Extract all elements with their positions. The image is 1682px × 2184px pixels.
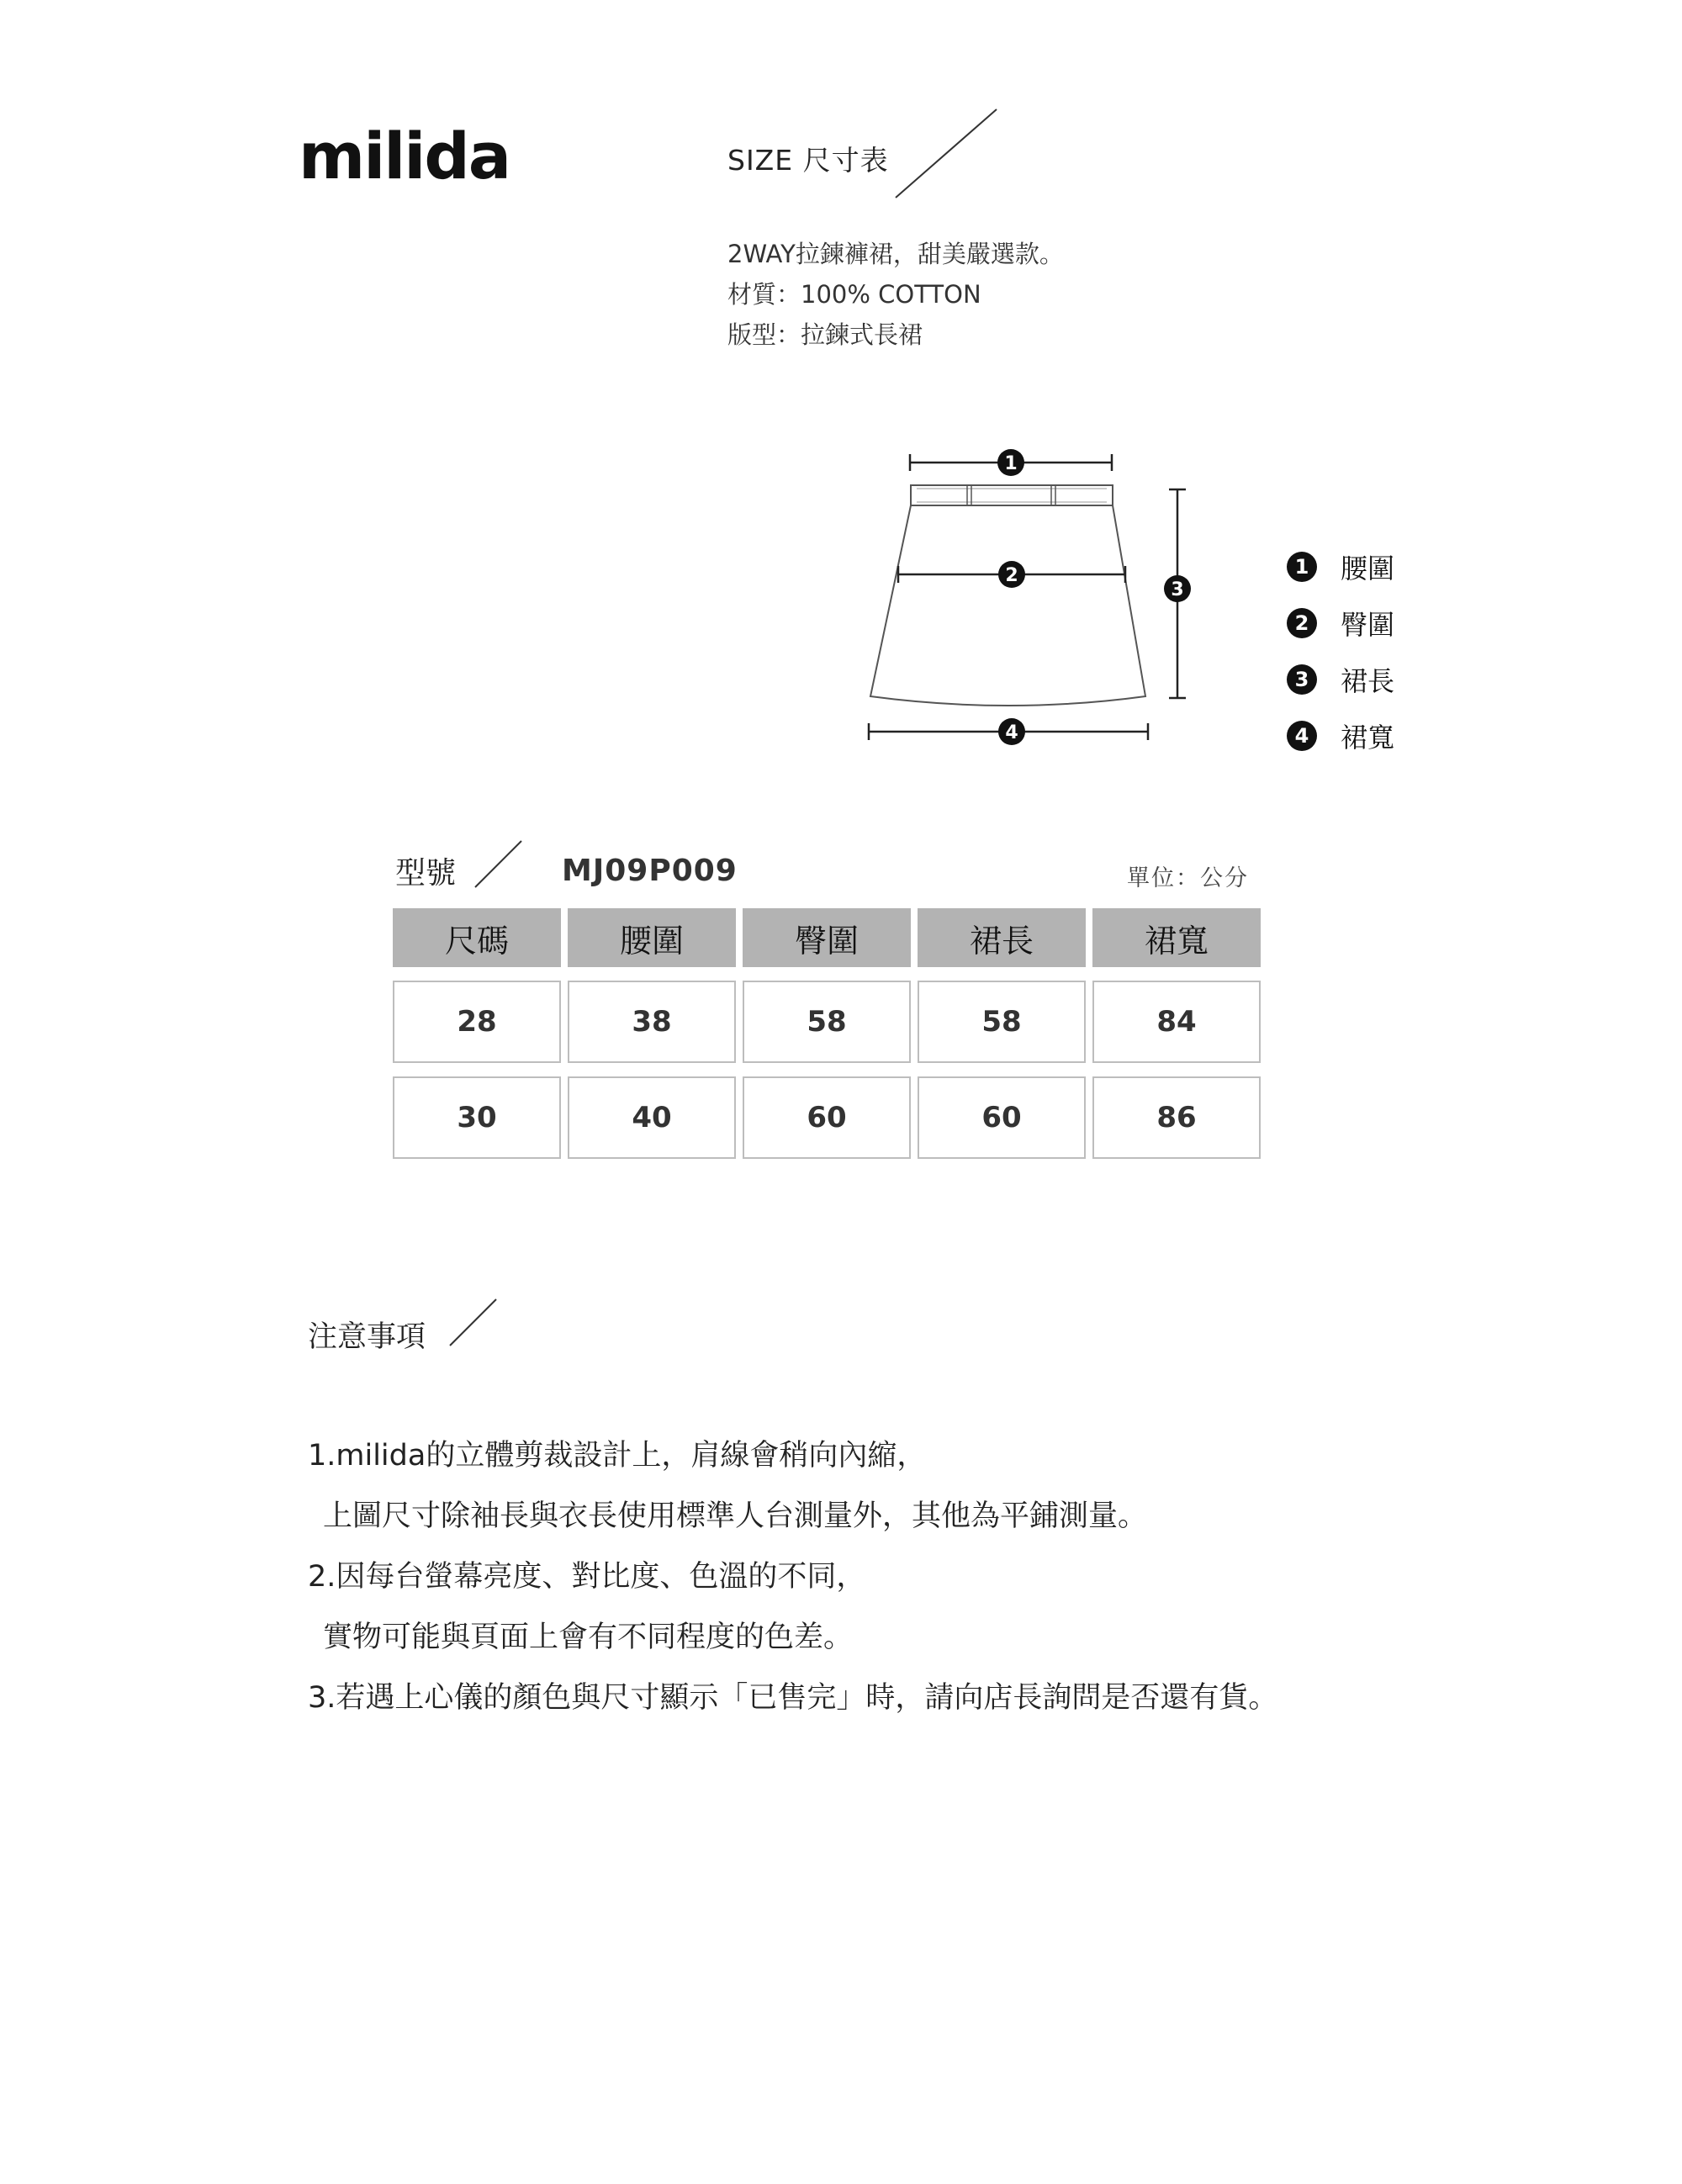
table-cell: 38 <box>568 981 736 1063</box>
table-header-cell: 尺碼 <box>393 908 561 967</box>
svg-text:1: 1 <box>1004 453 1018 474</box>
table-cell: 84 <box>1092 981 1261 1063</box>
diagram-marker-4 <box>998 718 1025 745</box>
table-row <box>393 981 1267 1063</box>
model-label: 型號 <box>395 856 457 891</box>
model-code: MJ09P009 <box>562 854 738 888</box>
skirt-measurement-diagram <box>849 437 1219 757</box>
skirt-waistband <box>911 485 1113 505</box>
table-header-cell: 裙長 <box>918 908 1086 967</box>
legend-item-hem <box>1287 707 1394 764</box>
title-slash-divider <box>891 105 1001 202</box>
table-header-cell: 臀圍 <box>743 908 911 967</box>
svg-text:4: 4 <box>1005 722 1018 743</box>
notes-slash-divider <box>446 1295 500 1350</box>
table-cell: 28 <box>393 981 561 1063</box>
table-cell: 60 <box>918 1076 1086 1159</box>
unit-label: 單位：公分 <box>1127 865 1249 891</box>
diagram-marker-1 <box>997 449 1024 476</box>
table-cell: 40 <box>568 1076 736 1159</box>
legend-number-badge: 1 <box>1287 552 1317 582</box>
skirt-body-outline <box>870 505 1145 706</box>
product-description <box>727 234 1064 355</box>
description-line: 2WAY拉鍊褲裙，甜美嚴選款。 <box>727 240 1064 268</box>
note-line: 1.milida的立體剪裁設計上，肩線會稍向內縮， <box>308 1439 927 1473</box>
note-line: 2.因每台螢幕亮度、對比度、色溫的不同， <box>308 1560 866 1594</box>
legend-label: 裙長 <box>1341 664 1395 697</box>
legend-item-hip <box>1287 595 1394 651</box>
notes-list <box>308 1425 1277 1728</box>
model-slash-divider <box>471 837 526 891</box>
note-line: 實物可能與頁面上會有不同程度的色差。 <box>323 1621 854 1654</box>
brand-logo: milida <box>299 119 510 193</box>
svg-text:3: 3 <box>1171 579 1184 600</box>
note-line: 上圖尺寸除袖長與衣長使用標準人台測量外，其他為平鋪測量。 <box>323 1499 1148 1533</box>
table-cell: 30 <box>393 1076 561 1159</box>
legend-item-waist <box>1287 538 1394 595</box>
description-line: 材質：100% COTTON <box>727 280 981 309</box>
size-table <box>393 908 1267 1159</box>
diagram-marker-2 <box>998 561 1025 588</box>
notes-title: 注意事項 <box>308 1320 426 1354</box>
table-header-row <box>393 908 1267 967</box>
size-chart-title: SIZE 尺寸表 <box>727 144 889 177</box>
note-line: 3.若遇上心儀的顏色與尺寸顯示「已售完」時，請向店長詢問是否還有貨。 <box>308 1681 1278 1715</box>
legend-item-length <box>1287 651 1394 707</box>
legend-label: 臀圍 <box>1341 608 1395 641</box>
diagram-marker-3 <box>1164 575 1191 602</box>
table-row <box>393 1076 1267 1159</box>
description-line: 版型：拉鍊式長裙 <box>727 320 923 349</box>
legend-number-badge: 4 <box>1287 721 1317 751</box>
table-cell: 86 <box>1092 1076 1261 1159</box>
table-cell: 58 <box>743 981 911 1063</box>
table-header-cell: 裙寬 <box>1092 908 1261 967</box>
table-cell: 60 <box>743 1076 911 1159</box>
svg-text:2: 2 <box>1005 565 1018 586</box>
legend-label: 腰圍 <box>1341 552 1395 584</box>
legend-number-badge: 2 <box>1287 608 1317 638</box>
legend-label: 裙寬 <box>1341 721 1395 754</box>
diagram-legend <box>1287 538 1394 764</box>
table-header-cell: 腰圍 <box>568 908 736 967</box>
legend-number-badge: 3 <box>1287 664 1317 695</box>
table-cell: 58 <box>918 981 1086 1063</box>
